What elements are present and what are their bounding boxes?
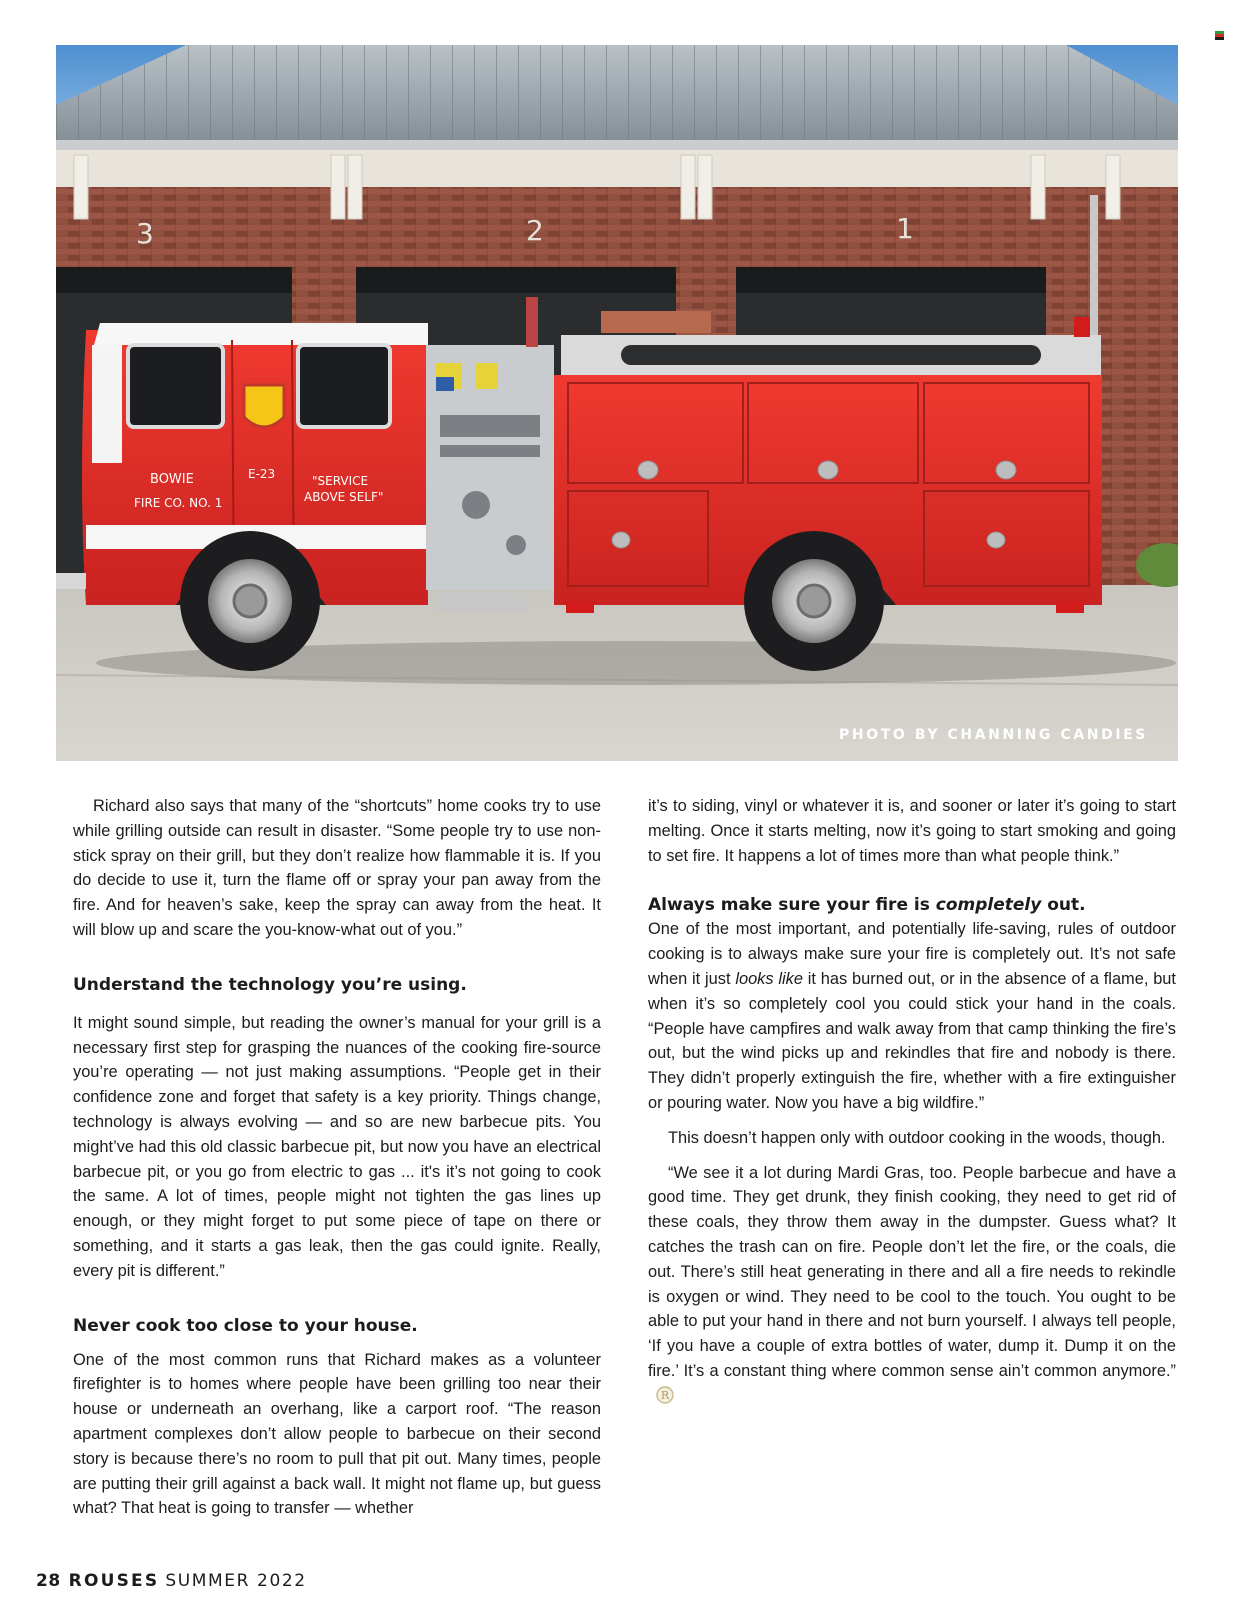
heading-never-cook-close: Never cook too close to your house. <box>73 1315 418 1336</box>
right-paragraph-4-text: “We see it a lot during Mardi Gras, too. People barbecue and have a good time. They get drunk, they finish cooking, they need to get rid of these coals, they throw them away in the dumpster. Guess what? It catches the trash can on fire. People don’t let the fire, or the coals, die out. There’s still heat generating in there and all a fire needs to rekindle is oxygen or wind. They need to be cool to the touch. You ought to be able to put your hand in there and not burn yourself. I always tell people, ‘If you have a couple of extra bottles of water, dump it. Dump it on the fire.’ It’s a constant thing where common sense ain’t common anymore.” <box>648 1163 1176 1380</box>
photo-credit: PHOTO BY CHANNING CANDIES <box>839 727 1148 743</box>
heading-fire-out-pre: Always make sure your fire is <box>648 895 936 916</box>
front-wheel <box>180 531 320 671</box>
right-paragraph-2-emphasis: looks like <box>735 969 803 988</box>
right-paragraph-2-pre: One of the most important, and potentially life-saving, rules of outdoor cooking is to always make sure your fire is completely out. It’s not safe when it just <box>648 920 1176 988</box>
bay-number-3: 3 <box>136 217 154 250</box>
truck-company-text: FIRE CO. NO. 1 <box>134 496 223 510</box>
fire-truck-photo <box>56 45 1178 761</box>
bay-number-1: 1 <box>896 212 914 245</box>
truck-unit-text: E-23 <box>248 467 276 481</box>
magazine-brand: ROUSES <box>68 1571 160 1591</box>
color-bar-mark <box>1215 31 1224 40</box>
right-paragraph-2 <box>648 917 1176 1115</box>
heading-fire-out-post: out. <box>1041 895 1086 916</box>
page-number: 28 <box>36 1571 61 1591</box>
heading-fire-out-emphasis: completely <box>935 895 1042 916</box>
rouses-end-mark-icon <box>656 1386 674 1404</box>
heading-fire-completely-out <box>648 893 1176 917</box>
magazine-issue: SUMMER 2022 <box>165 1571 307 1591</box>
left-paragraph-2: It might sound simple, but reading the owner’s manual for your grill is a necessary first step for grasping the nuances of the cooking fire-source you’re operating — not just making assumptions. “People get in their confidence zone and forget that safety is a key priority. Things change, technology is always evolving — and so are new barbecue pits. You might’ve had this old classic barbecue pit, but now you have an electrical barbecue pit, or you go from electric to gas ... it's it’s not going to cook the same. A lot of times, people might not tighten the gas lines up enough, or they might forget to put some piece of tape on there or something, and it starts a gas leak, then the gas could ignite. Really, every pit is different.” <box>73 1013 601 1280</box>
truck-name-text: BOWIE <box>150 472 194 487</box>
right-paragraph-1: it’s to siding, vinyl or whatever it is, and sooner or later it’s going to start melting. Once it starts melting, now it’s going to start smoking and going to set fire. It happens a lot of times more than what people think.” <box>648 797 1176 865</box>
left-paragraph-1: Richard also says that many of the “shortcuts” home cooks try to use while grilling outside can result in disaster. “Some people try to use non-stick spray on their grill, but they don’t realize how flammable it is. If you do decide to use it, turn the flame off or spray your pan away from the fire. And for heaven’s sake, keep the spray can away from the heat. It will blow up and scare the you-know-what out of you.” <box>73 797 601 939</box>
fire-truck-illustration <box>56 45 1178 761</box>
right-paragraph-2-post: it has burned out, or in the absence of a flame, but when it’s so completely cool you could stick your hand in the coals. “People have campfires and walk away from that camp thinking the fire’s out, but the wind picks up and rekindles that fire and nobody is there. They didn’t properly extinguish the fire, whether with a fire extinguisher or pouring water. Now you have a big wildfire.” <box>648 969 1176 1112</box>
end-mark-letter: R <box>660 1388 670 1402</box>
left-column <box>73 794 601 1521</box>
rear-wheel <box>744 531 884 671</box>
truck-motto-line-1: "SERVICE <box>312 474 369 488</box>
truck-motto-line-2: ABOVE SELF" <box>304 490 384 504</box>
page-footer <box>36 1571 307 1591</box>
right-paragraph-3: This doesn’t happen only with outdoor cooking in the woods, though. <box>668 1128 1166 1147</box>
right-paragraph-4 <box>648 1161 1176 1409</box>
heading-understand-technology: Understand the technology you’re using. <box>73 974 467 995</box>
bay-number-2: 2 <box>526 214 544 247</box>
right-column <box>648 794 1176 1409</box>
left-paragraph-3: One of the most common runs that Richard makes as a volunteer firefighter is to homes where people have been grilling too near their house or underneath an overhang, like a carport roof. “The reason apartment complexes don’t allow people to barbecue on their second story is because there’s no room to pull that pit out. Many times, people are putting their grill against a back wall. It might not flame up, but guess what? That heat is going to transfer — whether <box>73 1350 601 1518</box>
